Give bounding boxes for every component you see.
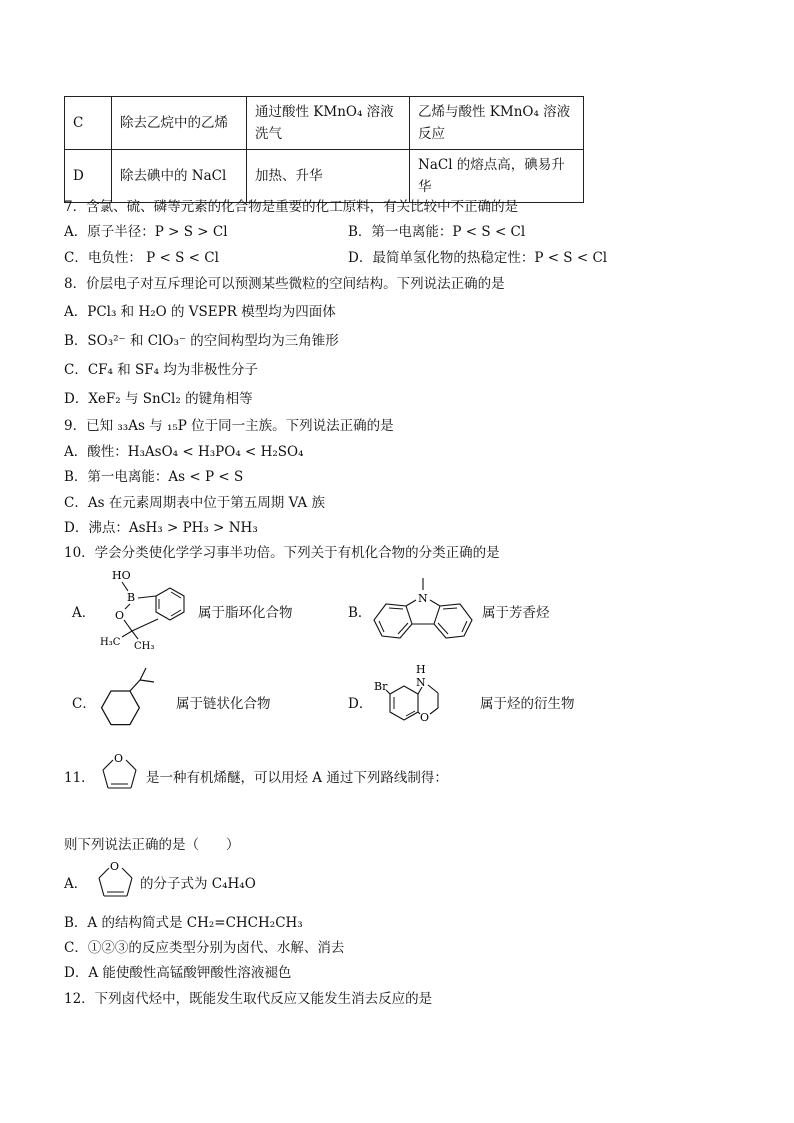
q8-option-c: C．CF₄ 和 SF₄ 均为非极性分子 [64,362,258,378]
q8-option-b: B．SO₃²⁻ 和 ClO₃⁻ 的空间构型均为三角锥形 [64,333,339,349]
row-reason: 乙烯与酸性 KMnO₄ 溶液反应 [410,97,584,150]
q11-option-c: C．①②③的反应类型分别为卤代、水解、消去 [64,940,345,956]
q11-number: 11． [64,770,95,786]
q10-option-b-text: 属于芳香烃 [482,605,550,621]
atom-label: O [420,711,430,724]
atom-label: Br [374,680,388,693]
q7-option-b: B．第一电离能：P < S < Cl [348,224,526,240]
q11-option-a-text: 的分子式为 C₄H₄O [140,876,256,892]
q8-stem: 8．价层电子对互斥理论可以预测某些微粒的空间结构。下列说法正确的是 [64,276,505,292]
q7-option-c: C．电负性： P < S < Cl [64,250,219,266]
options-table [64,96,584,203]
atom-label: HO [112,569,131,582]
q9-option-d: D．沸点：AsH₃ > PH₃ > NH₃ [64,520,258,536]
q7-option-a: A．原子半径：P > S > Cl [64,224,228,240]
atom-label: H₃C [100,637,121,648]
atom-label: N [416,676,426,689]
row-label: C [65,97,112,150]
q11-option-b: B．A 的结构简式是 CH₂=CHCH₂CH₃ [64,915,303,931]
q9-stem: 9．已知 ₃₃As 与 ₁₅P 位于同一主族。下列说法正确的是 [64,418,394,434]
dihydrofuran-structure [98,748,144,794]
q10-option-c-label: C． [72,696,96,712]
q10-option-c-text: 属于链状化合物 [176,696,271,712]
row-reason: NaCl 的熔点高，碘易升华 [410,150,584,203]
isopropylcyclohexane-structure [98,672,168,732]
row-method: 加热、升华 [247,150,410,203]
bromo-benzoxazine-structure [372,660,467,740]
row-label: D [65,150,112,203]
q11-stem: 是一种有机烯醚，可以用烃 A 通过下列路线制得： [146,770,448,786]
table-row [65,97,584,150]
carbazole-structure [372,576,472,642]
q11-option-a-label: A． [64,876,88,892]
q10-stem: 10．学会分类使化学学习事半功倍。下列关于有机化合物的分类正确的是 [64,545,500,561]
q10-option-d-text: 属于烃的衍生物 [480,696,575,712]
q10-option-a-text: 属于脂环化合物 [198,605,293,621]
q10-option-a-label: A． [72,605,96,621]
atom-label: H [416,663,426,676]
atom-label: CH₃ [134,641,155,652]
boronic-ester-structure [100,565,190,655]
row-purpose: 除去碘中的 NaCl [112,150,247,203]
q10-option-b-label: B． [348,605,372,621]
row-purpose: 除去乙烷中的乙烯 [112,97,247,150]
q9-option-a: A．酸性：H₃AsO₄ < H₃PO₄ < H₂SO₄ [64,444,304,460]
q7-stem: 7．含氯、硫、磷等元素的化合物是重要的化工原料，有关比较中不正确的是 [64,199,519,215]
atom-label: N [418,592,428,605]
atom-label: O [110,860,120,873]
q8-option-d: D．XeF₂ 与 SnCl₂ 的键角相等 [64,391,253,407]
q7-option-d: D．最简单氢化物的热稳定性：P < S < Cl [348,250,608,266]
dihydrofuran-structure [94,856,140,902]
q11-option-d: D．A 能使酸性高锰酸钾酸性溶液褪色 [64,965,292,981]
atom-label: B [127,591,136,604]
q11-sub-stem: 则下列说法正确的是（ ） [64,837,240,853]
atom-label: O [115,609,125,622]
q9-option-c: C．As 在元素周期表中位于第五周期 VA 族 [64,495,325,511]
atom-label: O [114,752,124,765]
q9-option-b: B．第一电离能：As < P < S [64,469,244,485]
q8-option-a: A．PCl₃ 和 H₂O 的 VSEPR 模型均为四面体 [64,304,336,320]
q10-option-d-label: D． [348,696,373,712]
row-method: 通过酸性 KMnO₄ 溶液洗气 [247,97,410,150]
q12-stem: 12．下列卤代烃中，既能发生取代反应又能发生消去反应的是 [64,991,433,1007]
